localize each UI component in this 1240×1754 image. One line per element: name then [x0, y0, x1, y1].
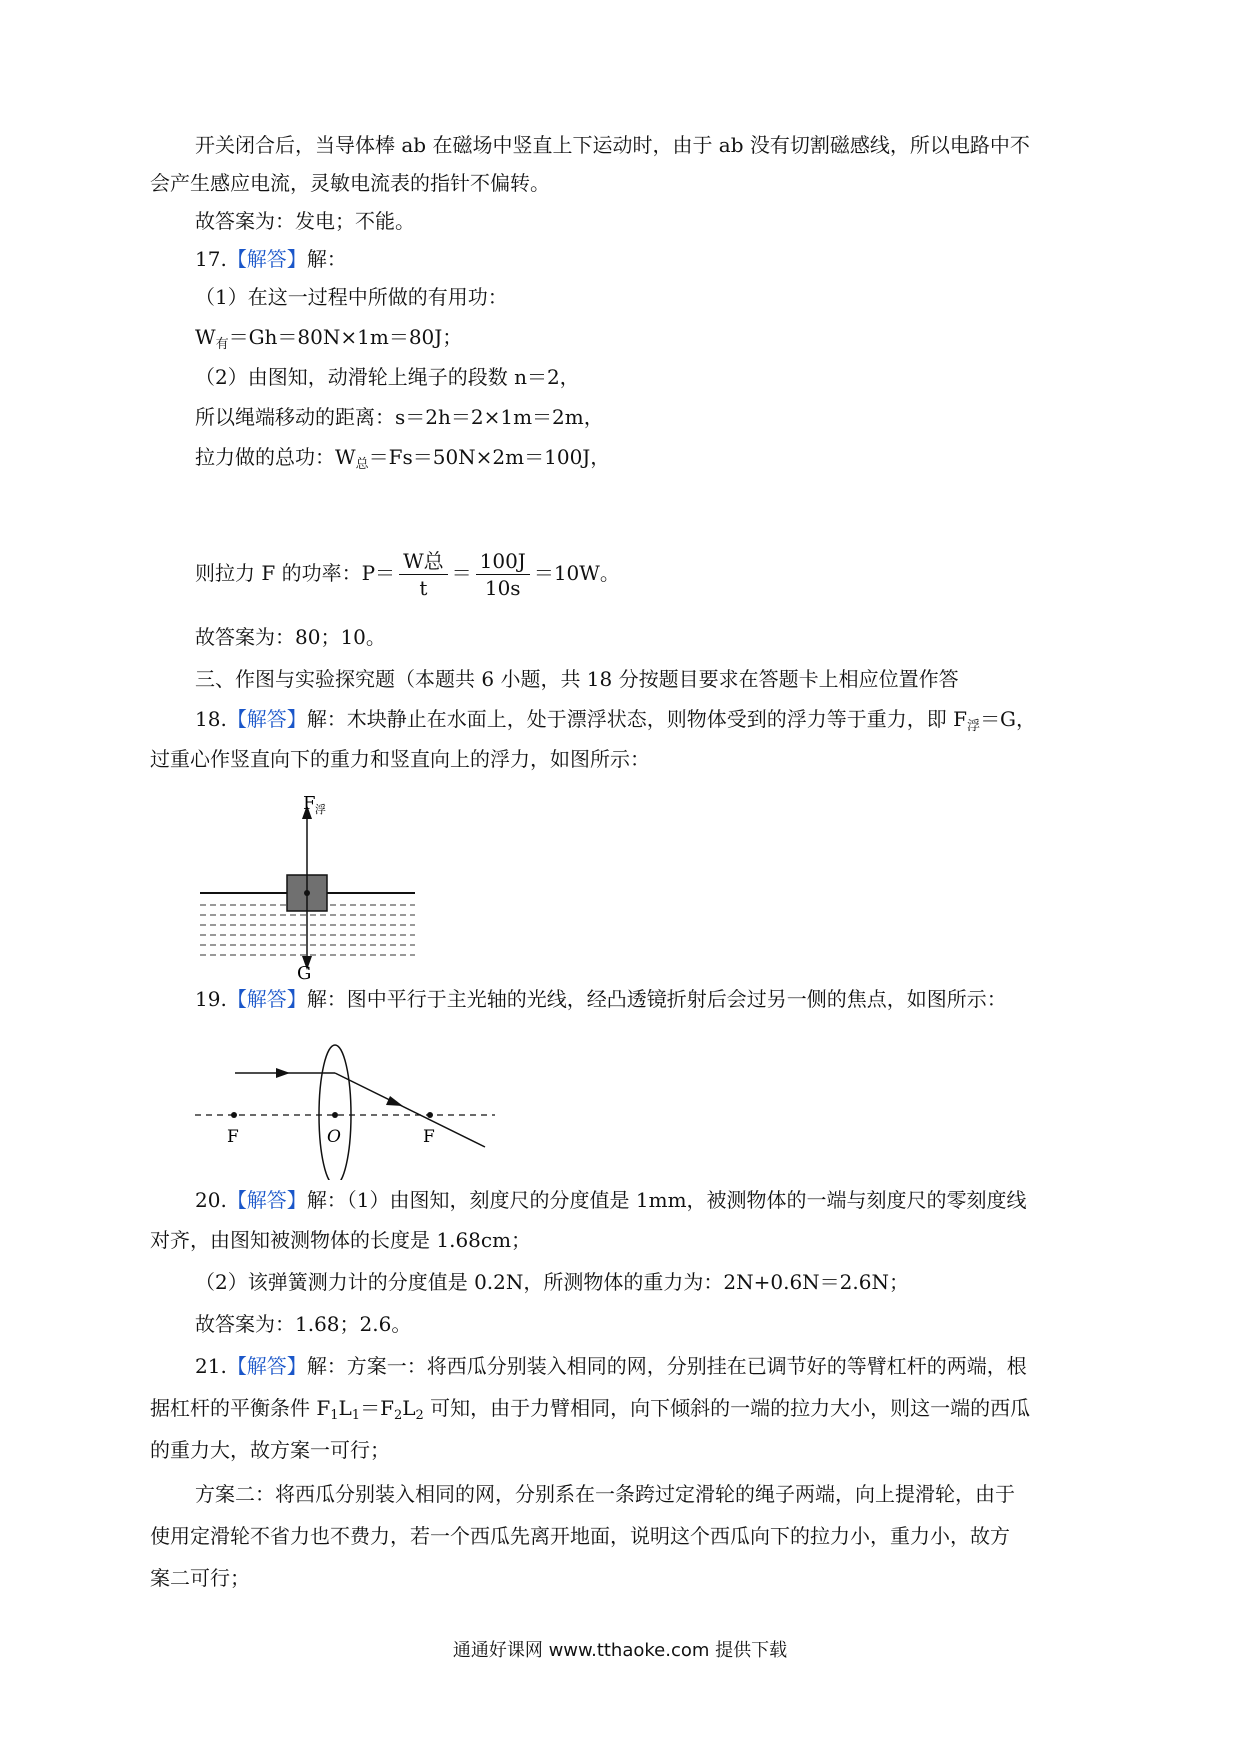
- focus-point-left: [231, 1112, 237, 1118]
- fraction-values: $\frac{100J}{10s}$: [476, 548, 530, 601]
- formula-line: 据杠杆的平衡条件 $F_1L_1=F_2L_2$ 可知，由于力臂相同，向下倾斜的一端的拉力大小，则这一端的西瓜: [150, 1396, 1031, 1423]
- text-line: 使用定滑轮不省力也不费力，若一个西瓜先离开地面，说明这个西瓜向下的拉力小，重力小，故方: [150, 1524, 1010, 1548]
- answer-line: 故答案为：80；10。: [195, 625, 386, 649]
- buoyancy-subscript: 浮: [315, 803, 326, 816]
- focus-point-right: [427, 1112, 433, 1118]
- question-21-heading: 21.【解答】解：方案一：将西瓜分别装入相同的网，分别挂在已调节好的等臂杠杆的两端，根: [195, 1354, 1027, 1378]
- text-line: 的重力大，故方案一可行；: [150, 1438, 390, 1462]
- center-of-gravity-dot: [304, 890, 310, 896]
- answer-line: 故答案为：1.68；2.6。: [195, 1312, 412, 1336]
- focus-label-left: F: [227, 1127, 239, 1147]
- answer-tag: 【解答】: [226, 1188, 307, 1212]
- text-line: （2）该弹簧测力计的分度值是 0.2N，所测物体的重力为：2N+0.6N＝2.6N；: [195, 1270, 909, 1294]
- answer-tag: 【解答】: [226, 1354, 307, 1378]
- text-line: （1）在这一过程中所做的有用功：: [195, 285, 508, 309]
- page-footer: 通通好课网 www.tthaoke.com 提供下载: [452, 1640, 788, 1661]
- text-line: 方案二：将西瓜分别装入相同的网，分别系在一条跨过定滑轮的绳子两端，向上提滑轮，由于: [195, 1482, 1015, 1506]
- answer-tag: 【解答】: [226, 707, 307, 731]
- text-line: 会产生感应电流，灵敏电流表的指针不偏转。: [150, 171, 550, 195]
- power-formula-line: 则拉力 F 的功率：P＝ $\frac{\text{W总}}{t}$ ＝ $\frac{100J}{10s}$ ＝10W。: [195, 549, 620, 600]
- floating-block-figure: [190, 795, 430, 980]
- convex-lens-figure: [190, 1030, 500, 1180]
- text-line: 过重心作竖直向下的重力和竖直向上的浮力，如图所示：: [150, 747, 650, 771]
- fraction-work-over-time: $\frac{\text{W总}}{t}$: [399, 548, 448, 601]
- focus-label-right: F: [423, 1127, 435, 1147]
- ray-arrow-icon: [386, 1096, 403, 1106]
- optical-center-point: [332, 1112, 338, 1118]
- text-line: 对齐，由图知被测物体的长度是 1.68cm；: [150, 1228, 532, 1252]
- question-18-heading: 18.【解答】解：木块静止在水面上，处于漂浮状态，则物体受到的浮力等于重力，即 $F_浮=G$，: [195, 707, 1037, 734]
- question-17-heading: 17.【解答】解：: [195, 247, 347, 271]
- formula-line: 拉力做的总功：$W_总=Fs=50N\times 2m=100J$，: [195, 445, 611, 472]
- text-line: （2）由图知，动滑轮上绳子的段数 n＝2，: [195, 365, 580, 389]
- answer-tag: 【解答】: [226, 987, 307, 1011]
- question-19-heading: 19.【解答】解：图中平行于主光轴的光线，经凸透镜折射后会过另一侧的焦点，如图所示：: [195, 987, 1007, 1011]
- answer-line: 故答案为：发电；不能。: [195, 209, 415, 233]
- refracted-ray: [335, 1073, 485, 1147]
- text-line: 案二可行；: [150, 1566, 250, 1590]
- question-20-heading: 20.【解答】解：（1）由图知，刻度尺的分度值是 1mm，被测物体的一端与刻度尺的零刻度线: [195, 1188, 1027, 1212]
- optical-center-label: O: [327, 1127, 341, 1147]
- answer-tag: 【解答】: [226, 247, 307, 271]
- section-heading: 三、作图与实验探究题（本题共 6 小题，共 18 分按题目要求在答题卡上相应位置作答: [195, 667, 959, 691]
- ray-arrow-icon: [276, 1068, 290, 1078]
- formula-line: $W_有=Gh=80N\times 1m=80J$；: [195, 325, 463, 352]
- formula-line: 所以绳端移动的距离：s＝2h＝2×1m＝2m，: [195, 405, 604, 429]
- buoyancy-label: F: [303, 795, 316, 814]
- text-line: 开关闭合后，当导体棒 ab 在磁场中竖直上下运动时，由于 ab 没有切割磁感线，所以电路中不: [195, 133, 1030, 157]
- gravity-label: G: [297, 963, 312, 980]
